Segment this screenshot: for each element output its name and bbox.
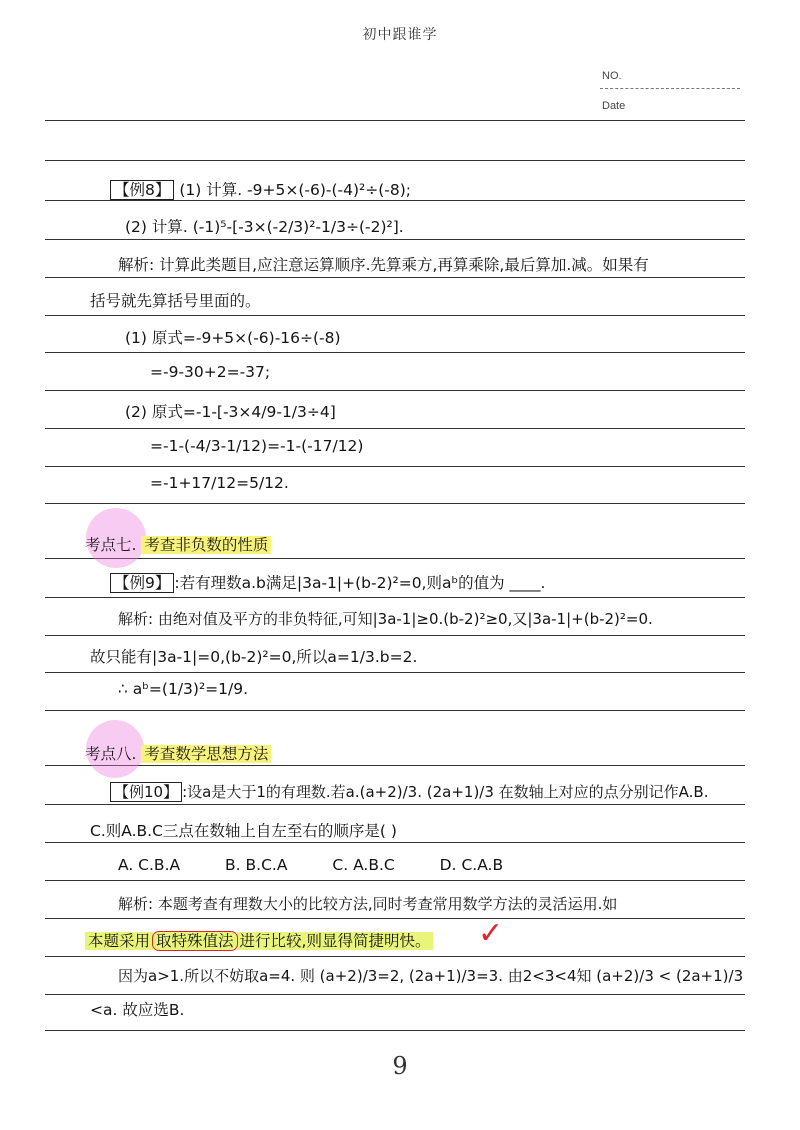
page-number: 9	[392, 1052, 408, 1080]
ruled-line	[45, 765, 745, 766]
example9-tag: 【例9】	[110, 573, 174, 593]
ruled-line	[45, 918, 745, 919]
option-b: B. B.C.A	[225, 856, 288, 874]
example9-question-text: :若有理数a.b满足|3a-1|+(b-2)²=0,则aᵇ的值为 ____.	[174, 574, 546, 592]
option-a: A. C.B.A	[118, 856, 181, 874]
ruled-line	[45, 390, 745, 391]
notebook-date-label: Date	[602, 100, 626, 112]
example8-solution-2: =-9-30+2=-37;	[150, 363, 271, 381]
ruled-line	[45, 352, 745, 353]
ruled-line	[45, 466, 745, 467]
ruled-line	[45, 994, 745, 995]
notebook-no-label: NO.	[602, 70, 622, 82]
notebook-no-line	[600, 88, 740, 89]
analysis-2-end: 进行比较,则显得简捷明快。	[237, 932, 434, 950]
ruled-line	[45, 956, 745, 957]
ruled-line	[45, 200, 745, 201]
example10-analysis-4: <a. 故应选B.	[90, 1001, 185, 1019]
ruled-line	[45, 635, 745, 636]
example10-tag: 【例10】	[110, 782, 182, 802]
special-value-method: 取特殊值法	[153, 932, 237, 950]
ruled-line	[45, 503, 745, 504]
example8-solution-3: (2) 原式=-1-[-3×4/9-1/3÷4]	[125, 403, 336, 421]
ruled-line	[45, 428, 745, 429]
example10-analysis-3: 因为a>1.所以不妨取a=4. 则 (a+2)/3=2, (2a+1)/3=3. 由2<3<4知 (a+2)/3 < (2a+1)/3	[118, 967, 744, 985]
example9-analysis-1: 解析: 由绝对值及平方的非负特征,可知|3a-1|≥0.(b-2)²≥0,又|3a-1|+(b-2)²=0.	[118, 610, 653, 628]
ruled-line	[45, 120, 745, 121]
point8-label: 考点八.	[85, 745, 137, 763]
ruled-line	[45, 239, 745, 240]
ruled-line	[45, 277, 745, 278]
ruled-line	[45, 597, 745, 598]
example10-analysis-1: 解析: 本题考查有理数大小的比较方法,同时考查常用数学方法的灵活运用.如	[118, 895, 618, 913]
ruled-line	[45, 558, 745, 559]
example9-analysis-2: 故只能有|3a-1|=0,(b-2)²=0,所以a=1/3.b=2.	[90, 648, 418, 666]
analysis-2-start: 本题采用	[85, 932, 153, 950]
example10-question-text: :设a是大于1的有理数.若a.(a+2)/3. (2a+1)/3 在数轴上对应的点分别记作A.B.	[182, 783, 709, 801]
ruled-line	[45, 710, 745, 711]
ruled-line	[45, 842, 745, 843]
point7-label: 考点七.	[85, 536, 137, 554]
ruled-line	[45, 1030, 745, 1031]
ruled-line	[45, 315, 745, 316]
red-check-mark: ✓	[478, 916, 504, 951]
example8-solution-4: =-1-(-4/3-1/12)=-1-(-17/12)	[150, 437, 364, 455]
point7-title: 考查非负数的性质	[141, 536, 271, 554]
example8-line1	[110, 178, 800, 200]
example10-question-2: C.则A.B.C三点在数轴上自左至右的顺序是( )	[90, 822, 397, 840]
page-header-title: 初中跟谁学	[362, 27, 438, 43]
example8-question-2: (2) 计算. (-1)⁵-[-3×(-2/3)²-1/3÷(-2)²].	[125, 218, 404, 236]
example8-solution-5: =-1+17/12=5/12.	[150, 474, 289, 492]
ruled-line	[45, 160, 745, 161]
example10-analysis-2	[85, 929, 800, 951]
example10-options	[118, 856, 800, 874]
example8-solution-1: (1) 原式=-9+5×(-6)-16÷(-8)	[125, 329, 341, 347]
point8-heading	[85, 742, 271, 764]
point7-heading	[85, 533, 271, 555]
example10-question-1	[110, 781, 800, 802]
ruled-line	[45, 804, 745, 805]
option-c: C. A.B.C	[332, 856, 395, 874]
ruled-line	[45, 672, 745, 673]
example8-question-1: (1) 计算. -9+5×(-6)-(-4)²÷(-8);	[179, 181, 412, 199]
option-d: D. C.A.B	[439, 856, 504, 874]
ruled-line	[45, 880, 745, 881]
example9-question	[110, 571, 800, 593]
example8-analysis-2: 括号就先算括号里面的。	[90, 292, 261, 310]
example9-analysis-3: ∴ aᵇ=(1/3)²=1/9.	[118, 680, 249, 698]
example8-analysis-1: 解析: 计算此类题目,应注意运算顺序.先算乘方,再算乘除,最后算加.减。如果有	[118, 256, 649, 274]
point8-title: 考查数学思想方法	[141, 745, 271, 763]
example8-tag: 【例8】	[110, 180, 174, 200]
